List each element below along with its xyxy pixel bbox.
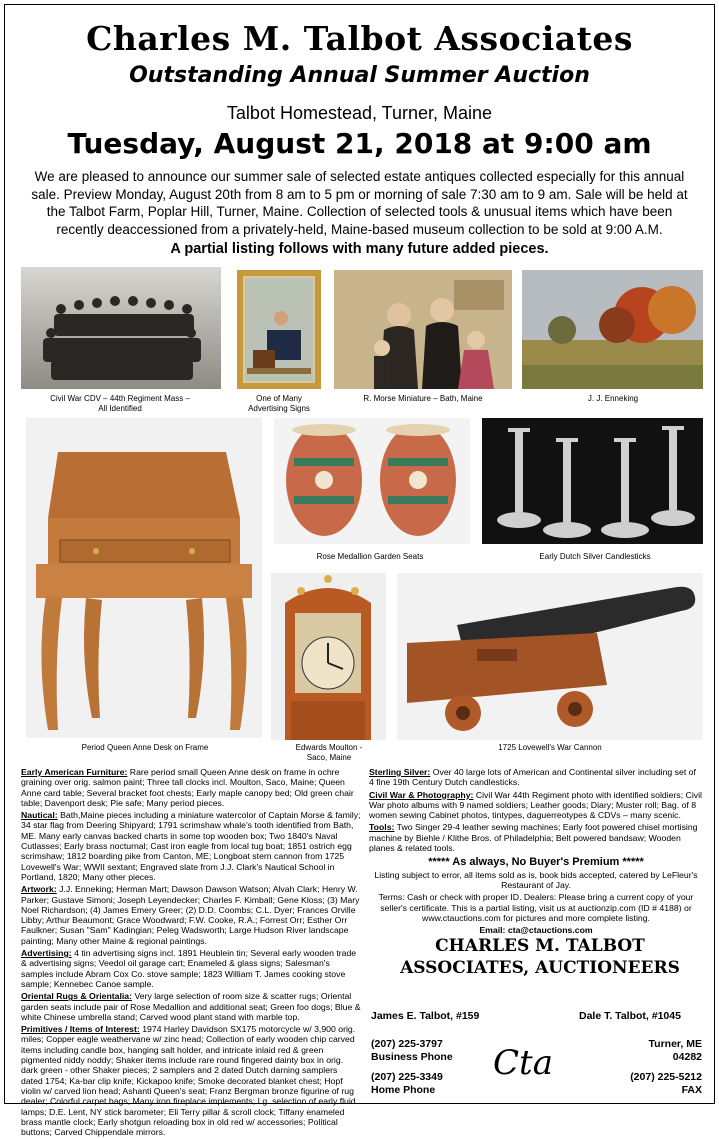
- fax: [630, 1071, 702, 1097]
- furniture-text: Rare period small Queen Anne desk on frame in ochre graining over orig. salmon paint; Three tall clocks incl. Moulton, Saco, Maine; Queen Anne card table; Several bracket foot chests; Early maple canopy bed; Old green chair table; Davenport desk; Pie safe; Many period pieces.: [21, 767, 354, 808]
- town-name: Turner, ME: [648, 1038, 702, 1050]
- caption-morse: R. Morse Miniature – Bath, Maine: [363, 394, 483, 403]
- cannon-photo: [397, 573, 703, 740]
- auctioneers-heading: [375, 935, 705, 979]
- cta-logo-text: Cta: [493, 1043, 553, 1083]
- home-phone-label: Home Phone: [371, 1084, 436, 1096]
- town-address: [649, 1038, 702, 1064]
- fax-label: FAX: [681, 1084, 702, 1096]
- primitives-listing: [21, 1024, 361, 1137]
- caption-enneking: J. J. Enneking: [587, 394, 639, 403]
- nautical-text: Bath,Maine pieces including a miniature watercolor of Captain Morse & family; 34 star flag from Deering Shipyard; 1791 scrimshaw whale's tooth identified from Bath, ME. Many early canvas backed charts in some top wooden box; Two 1840's Naval Cutlasses; Early brass nocturnal; Cast iron eagle from local tug boat; 1851 ostrich egg scrimshaw; 1812 boarding pike from Canton, ME; Longboat stern cannon from 1725 Lovewell's War; WWII sextant; Engraved slate from J.J. Clark's Nautical School in Portland, 1820; Many other pieces.: [21, 810, 361, 882]
- email-text: Email: cta@ctauctions.com: [479, 925, 593, 936]
- caption-rose-seats: Rose Medallion Garden Seats: [316, 552, 424, 561]
- tools-text: Two Singer 29-4 leather sewing machines; Early foot powered chisel mortising machine by Biehle / Klithe Bros. of Philadelphia; Belt powered bandsaw; Wooden planes & related tools.: [369, 822, 698, 854]
- listing-right-column: [369, 767, 703, 937]
- advertising-sign-photo: [237, 270, 321, 389]
- advertising-text: 4 tin advertising signs incl. 1891 Heublein tin; Several early wooden trade & advertising signs; Veedol oil garage cart; Enameled & glass signs; Salesman's samples include Abram Cox Co. stove sample; 1823 William T. James cooking stove sample; Kennebec Canoe sample.: [21, 948, 357, 989]
- rugs-text: Very large selection of room size & scatter rugs; Oriental garden seats include pair of Rose Medallion and additional seat; Green foo dogs; Blue & white Chinese umbrella stand; Carved wood plant stand with marble top.: [21, 991, 361, 1022]
- enneking-painting-photo: [522, 270, 703, 389]
- zip-code: 04282: [672, 1051, 702, 1063]
- morse-miniature-photo: [334, 270, 512, 389]
- silver-listing: [369, 767, 703, 788]
- tools-listing: [369, 822, 703, 853]
- cta-logo: [493, 1030, 553, 1090]
- dale-talbot: Dale T. Talbot, #1045: [579, 1010, 681, 1022]
- partial-listing-note: A partial listing follows with many future added pieces.: [170, 241, 549, 257]
- furniture-listing: [21, 767, 361, 808]
- caption-desk: Period Queen Anne Desk on Frame: [81, 743, 209, 752]
- queen-anne-desk-photo: [26, 418, 262, 738]
- business-phone: [371, 1038, 453, 1064]
- auction-location: Talbot Homestead, Turner, Maine: [226, 103, 493, 123]
- rugs-listing: [21, 991, 361, 1022]
- artwork-heading: Artwork:: [21, 884, 57, 895]
- artwork-listing: [21, 884, 361, 946]
- advertising-heading: Advertising:: [21, 948, 72, 959]
- company-title: Charles M. Talbot Associates: [86, 19, 633, 58]
- auction-subtitle: Outstanding Annual Summer Auction: [129, 63, 590, 88]
- auctioneers-line-1: CHARLES M. TALBOT: [435, 936, 645, 956]
- auctioneers-line-2: ASSOCIATES, AUCTIONEERS: [400, 958, 680, 978]
- silver-candlesticks-photo: [482, 418, 703, 544]
- furniture-heading: Early American Furniture:: [21, 767, 128, 777]
- civil-war-photo: [21, 267, 221, 389]
- caption-cannon: 1725 Lovewell's War Cannon: [498, 743, 602, 752]
- home-phone: [371, 1071, 443, 1097]
- nautical-heading: Nautical:: [21, 810, 58, 821]
- listing-note: Listing subject to error, all items sold as is, book bids accepted, catered by LeFleur's Restaurant of Jay.: [374, 869, 698, 890]
- fax-number: (207) 225-5212: [630, 1071, 702, 1083]
- civilwar-text: Civil War 44th Regiment photo with identified soldiers; Civil War photo albums with 9 named soldiers; Leather goods; Diary; Muster roll; Bag. of 8 women sewing Cabinet photos, tintypes, daguerreotypes & CDVs – many scenic.: [369, 789, 702, 821]
- rugs-heading: Oriental Rugs & Orientalia:: [21, 991, 133, 1002]
- advertising-listing: [21, 948, 361, 989]
- artwork-text: J.J. Enneking; Herman Mart; Dawson Dawson Watson; Alvah Clark; Henry W. Parker; Gustave Simoni; Joseph Leyendecker; Charles F. Kimball; Gene Kloss; (3) Mary Noel Richardson; (4) James Emery Greer; (2) D.D. Coombs; C.L. Dyer; Frances Orville Libby; Arthur Beaumont; Grace Woodward; F.W. Cooke, R.A.; Forrest Orr; Esther Orr Faulkner; Susan "Sam" Kadingian; Peleg Wadsworth; Large Hudson River landscape painting; Many other Maine & regional paintings.: [21, 884, 360, 946]
- james-talbot: James E. Talbot, #159: [371, 1010, 480, 1022]
- auction-flyer: [4, 4, 715, 1138]
- business-phone-number: (207) 225-3797: [371, 1038, 443, 1050]
- caption-civil-war: Civil War CDV – 44th Regiment Mass – All Identified: [50, 394, 190, 413]
- auction-date: Tuesday, August 21, 2018 at 9:00 am: [67, 127, 652, 160]
- caption-clock: Edwards Moulton - Saco, Maine: [295, 743, 363, 762]
- primitives-text: 1974 Harley Davidson SX175 motorcycle w/ 3,900 orig. miles; Copper eagle weathervane w/ zinc head; Collection of early wooden chip carved items including candle box, hanging salt holder, and intricate inlaid red & green pigmented niddy noddy; Shaker items include rare round fingered dainty box in orig. dark green - other Shaker pieces; 2 samplers and 2 dated Dutch darning samplers dated 1754; Ka-bar clip knife; Kickapoo knife; Smoke decorated blanket chest; Hopf violin w/ carved lion head; Ashanti Queen's seat; Franz Bergman bronze figurine of rug dealer; Colorful carpet bags; Many iron fireplace implements; Lg. selection of early fluid lamps; D.E. Lent, NY stick barometer; Eli Terry pillar & scroll clock; Tiffany enameled brass mantle clock; Early shotgun reloading box in old red w/ accessories; Political buttons; Carved Chippendale mirrors.: [21, 1024, 356, 1138]
- intro-paragraph: We are pleased to announce our summer sale of selected estate antiques collected especially for this annual sale. Preview Monday, August 20th from 8 am to 5 pm or morning of sale 7:30 am to 9 am. Sale will be held at the Talbot Farm, Poplar Hill, Turner, Maine. Collection of selected tools & unusual items which have been recently deaccessioned from a privately-held, Maine-based museum collection to be sold at 9:00 A.M.: [31, 169, 688, 237]
- caption-advertising: One of Many Advertising Signs: [248, 394, 310, 413]
- primitives-heading: Primitives / Items of Interest:: [21, 1024, 140, 1035]
- civilwar-heading: Civil War & Photography:: [369, 789, 474, 800]
- rose-medallion-seats-photo: [274, 418, 470, 544]
- silver-heading: Sterling Silver:: [369, 767, 431, 777]
- business-phone-label: Business Phone: [371, 1051, 453, 1063]
- silver-text: Over 40 large lots of American and Continental silver including set of 4 fine 19th Century Dutch candlesticks.: [369, 767, 696, 788]
- home-phone-number: (207) 225-3349: [371, 1071, 443, 1083]
- caption-candlesticks: Early Dutch Silver Candlesticks: [539, 552, 651, 561]
- terms-text: Terms: Cash or check with proper ID. Dealers: Please bring a current copy of your seller's certificate. This is a partial listing, visit us at auctionzip.com (ID # 4188) or www.ctauctions.com for pictures and more complete listing.: [378, 892, 694, 923]
- tall-clock-photo: [271, 573, 386, 740]
- tools-heading: Tools:: [369, 822, 395, 833]
- nautical-listing: [21, 810, 361, 882]
- civilwar-listing: [369, 790, 703, 821]
- no-buyers-premium: ***** As always, No Buyer's Premium *****: [428, 856, 644, 869]
- listing-left-column: [21, 767, 361, 1139]
